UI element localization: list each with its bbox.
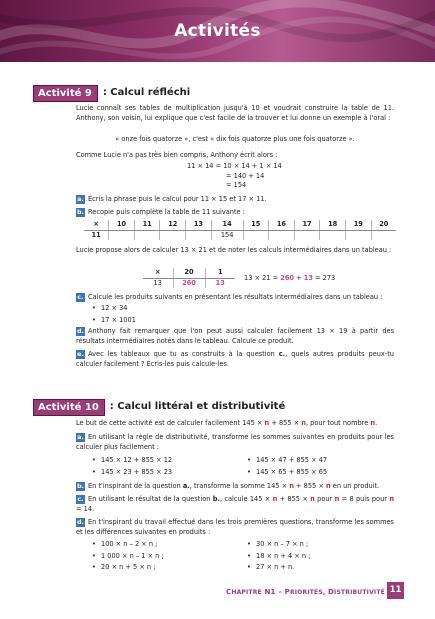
table-cell — [243, 230, 269, 240]
list-item-text: 1 000 × n – 1 × n ; — [101, 551, 164, 560]
table-header-row — [143, 268, 235, 278]
result-text: + — [296, 274, 302, 282]
question-label: a. — [77, 433, 84, 441]
question-10a-items-left — [92, 456, 172, 479]
question-ref: c. — [278, 350, 286, 358]
table-cell: 10 — [109, 220, 135, 230]
activity-9-badge: Activité 9 — [33, 85, 98, 102]
goal-text: , pour tout nombre — [305, 419, 369, 427]
activity-9-title: : Calcul réfléchi — [102, 87, 191, 99]
list-item-text: 27 × n + n. — [256, 563, 295, 572]
variable-n: n — [264, 419, 270, 427]
table-cell — [346, 230, 372, 240]
list-item-text: 20 × n + 5 × n ; — [101, 563, 156, 572]
activity-10-heading — [33, 399, 285, 416]
list-item: • 100 × n – 2 × n ; — [92, 540, 158, 548]
question-10d — [76, 518, 394, 537]
question-label: d. — [76, 518, 84, 526]
question-text: = 14. — [76, 504, 95, 513]
question-text: Recopie puis complète la table de 11 suivante : — [88, 208, 245, 216]
variable-n: n — [334, 495, 340, 503]
question-label: d. — [76, 327, 84, 335]
question-label: c. — [77, 293, 84, 301]
list-item: • 145 × 47 + 855 × 47 — [247, 456, 328, 464]
table-row — [143, 278, 235, 288]
activity-10-goal — [76, 419, 394, 429]
table-cell: 17 — [294, 220, 320, 230]
table-13x21 — [143, 268, 235, 288]
footer-text: C — [226, 588, 232, 596]
footer-text: P — [284, 588, 290, 596]
footer-text: D — [328, 588, 335, 596]
list-item-text: 145 × 65 + 855 × 65 — [256, 467, 328, 476]
list-item: • 1 000 × n – 1 × n ; — [92, 551, 164, 560]
table-cell: 11 — [91, 230, 101, 239]
list-item: • 18 × n + 4 × n ; — [247, 551, 311, 560]
table-cell — [371, 230, 396, 240]
table-cell: 11 — [134, 220, 160, 230]
footer-text: ISTRIBUTIVITÉ — [334, 589, 385, 596]
list-item-text: 12 × 34 — [101, 304, 128, 312]
table-cell: 18 — [320, 220, 346, 230]
table-cell — [320, 230, 346, 240]
list-item: • 30 × n – 7 × n ; — [247, 540, 309, 548]
table-cell — [269, 230, 295, 240]
table-cell: 16 — [269, 220, 295, 230]
question-text: En t'inspirant du travail effectué dans les trois premières questions, transforme les sommes et les différences suivantes en produits : — [76, 518, 394, 536]
variable-n: n — [289, 482, 294, 490]
question-text: En utilisant la règle de distributivité, transforme les sommes suivantes en produits pour les calculer plus facilement : — [76, 433, 394, 451]
footer-text: RIORITÉS, — [289, 589, 326, 596]
table-cell — [160, 230, 186, 240]
result-text: 13 × 21 = — [244, 274, 279, 282]
table-cell: 260 — [173, 278, 205, 288]
list-item-text: 145 × 12 + 855 × 12 — [101, 456, 173, 464]
table-cell: 19 — [346, 220, 372, 230]
list-item-text: 17 × 1001 — [101, 315, 136, 324]
question-text: Écris la phrase puis le calcul pour 11 × 15 et 17 × 11. — [88, 195, 267, 203]
question-label: e. — [77, 350, 84, 358]
table-cell: 154 — [211, 230, 243, 240]
table-cell — [294, 230, 320, 240]
variable-n: n — [310, 495, 315, 503]
question-text: , quels autres produits peux-tu calculer facilement ? Écris-les puis calcule-les. — [76, 350, 394, 368]
question-text: En utilisant le résultat de la question — [88, 495, 211, 503]
question-text: en un produit. — [332, 482, 380, 490]
question-ref: b. — [212, 495, 220, 503]
table-cell — [186, 230, 212, 240]
table-of-11 — [84, 220, 396, 240]
variable-n: n — [389, 495, 395, 503]
question-text: En t'inspirant de la question — [88, 482, 181, 490]
list-item-text: 30 × n – 7 × n ; — [256, 540, 309, 548]
question-10c — [76, 495, 394, 514]
question-text: , calcule 145 × — [219, 495, 271, 503]
question-label: c. — [77, 495, 84, 503]
table-header-row — [84, 220, 396, 230]
table-cell: 15 — [243, 220, 269, 230]
activity-9-lucie-line: Comme Lucie n'a pas très bien compris, Anthony écrit alors : — [76, 151, 278, 159]
list-item: • 145 × 65 + 855 × 65 — [247, 467, 328, 476]
page-title: Activités — [174, 21, 261, 41]
question-9e — [76, 350, 394, 369]
question-text: Calcule les produits suivants en présentant les résultats intermédiaires dans un tableau : — [88, 293, 383, 301]
variable-n: n — [272, 495, 278, 503]
question-10d-items-right — [247, 540, 310, 575]
table-cell: 20 — [173, 268, 205, 278]
list-item: • 20 × n + 5 × n ; — [92, 563, 156, 572]
question-ref: a. — [182, 482, 190, 490]
list-item: • 145 × 23 + 855 × 23 — [92, 467, 173, 476]
table-cell — [109, 230, 135, 240]
table-cell: × — [84, 220, 109, 230]
header-banner — [0, 0, 435, 62]
variable-n: n — [370, 419, 376, 427]
activity-9-heading — [33, 85, 190, 102]
question-text: + 855 × — [296, 482, 324, 490]
table-cell: 13 — [153, 278, 162, 287]
chapter-footer — [226, 587, 385, 598]
list-item: • 145 × 12 + 855 × 12 — [92, 456, 173, 464]
calc-line: 11 × 14 = 10 × 14 + 1 × 14 — [187, 162, 282, 170]
question-label: b. — [76, 208, 84, 216]
table-cell: 14 — [211, 220, 243, 230]
variable-n: n — [301, 419, 306, 427]
list-item-text: 100 × n – 2 × n ; — [101, 540, 158, 548]
table-cell — [134, 230, 160, 240]
activity-9-intro: Lucie connaît ses tables de multiplication jusqu'à 10 et voudrait construire la table de 11. Anthony, son voisin, lui explique que c'est facile de la trouver et lui donne un exemple à l'oral : — [76, 104, 394, 122]
question-10d-items-left — [92, 540, 164, 575]
worked-calculation — [187, 162, 282, 191]
question-9d — [76, 327, 394, 346]
activity-9-propose: Lucie propose alors de calculer 13 × 21 et de noter les calculs intermédiaires dans un tableau : — [76, 246, 392, 254]
table-cell: 20 — [371, 220, 396, 230]
result-part: 13 — [303, 274, 313, 282]
list-item: • 27 × n + n. — [247, 563, 295, 572]
question-10a — [76, 433, 394, 452]
activity-10-badge: Activité 10 — [33, 399, 105, 416]
activity-9-quote: « onze fois quatorze », c'est « dix fois quatorze plus une fois quatorze ». — [115, 135, 355, 143]
question-text: + 855 × — [279, 495, 308, 503]
question-text: pour — [317, 495, 333, 503]
table-cell: × — [143, 268, 173, 278]
question-label: b. — [76, 482, 84, 490]
table-cell: 13 — [205, 278, 235, 288]
table-row — [84, 230, 396, 240]
table-cell: 13 — [186, 220, 212, 230]
result-part: 260 — [280, 274, 294, 282]
table-cell: 1 — [205, 268, 235, 278]
result-text: = 273 — [315, 274, 336, 282]
list-item: • 12 × 34 — [92, 304, 128, 312]
calc-line: = 154 — [226, 181, 247, 190]
footer-text: HAPITRE — [231, 589, 262, 596]
question-text: , transforme la somme 145 × — [189, 482, 288, 490]
goal-text: Le but de cette activité est de calculer facilement 145 × — [76, 419, 263, 427]
result-13x21 — [244, 274, 335, 284]
question-label: a. — [77, 195, 84, 203]
question-10a-items-right — [247, 456, 327, 479]
question-text: Anthony fait remarquer que l'on peut aussi calculer facilement 13 × 19 à partir des résultats intermédiaires notés dans le tableau. Calcule ce produit. — [76, 327, 394, 345]
question-9c — [76, 293, 394, 303]
list-item: • 17 × 1001 — [92, 315, 136, 324]
goal-text: . — [375, 419, 378, 427]
list-item-text: 145 × 23 + 855 × 23 — [101, 467, 173, 476]
table-cell: 12 — [160, 220, 186, 230]
question-9b — [76, 208, 394, 218]
question-text: Avec les tableaux que tu as construits à la question — [88, 350, 275, 358]
page-number: 11 — [387, 582, 404, 599]
question-text: = 8 puis pour — [341, 495, 387, 503]
question-9a — [76, 195, 394, 205]
variable-n: n — [325, 482, 331, 490]
goal-text: + 855 × — [271, 419, 300, 427]
question-9c-items — [92, 304, 136, 327]
question-10b — [76, 482, 394, 492]
activity-10-title: : Calcul littéral et distributivité — [109, 401, 286, 413]
footer-text: N1 – — [264, 588, 282, 596]
calc-line: = 140 + 14 — [226, 171, 265, 180]
list-item-text: 18 × n + 4 × n ; — [256, 551, 311, 560]
list-item-text: 145 × 47 + 855 × 47 — [256, 456, 328, 464]
